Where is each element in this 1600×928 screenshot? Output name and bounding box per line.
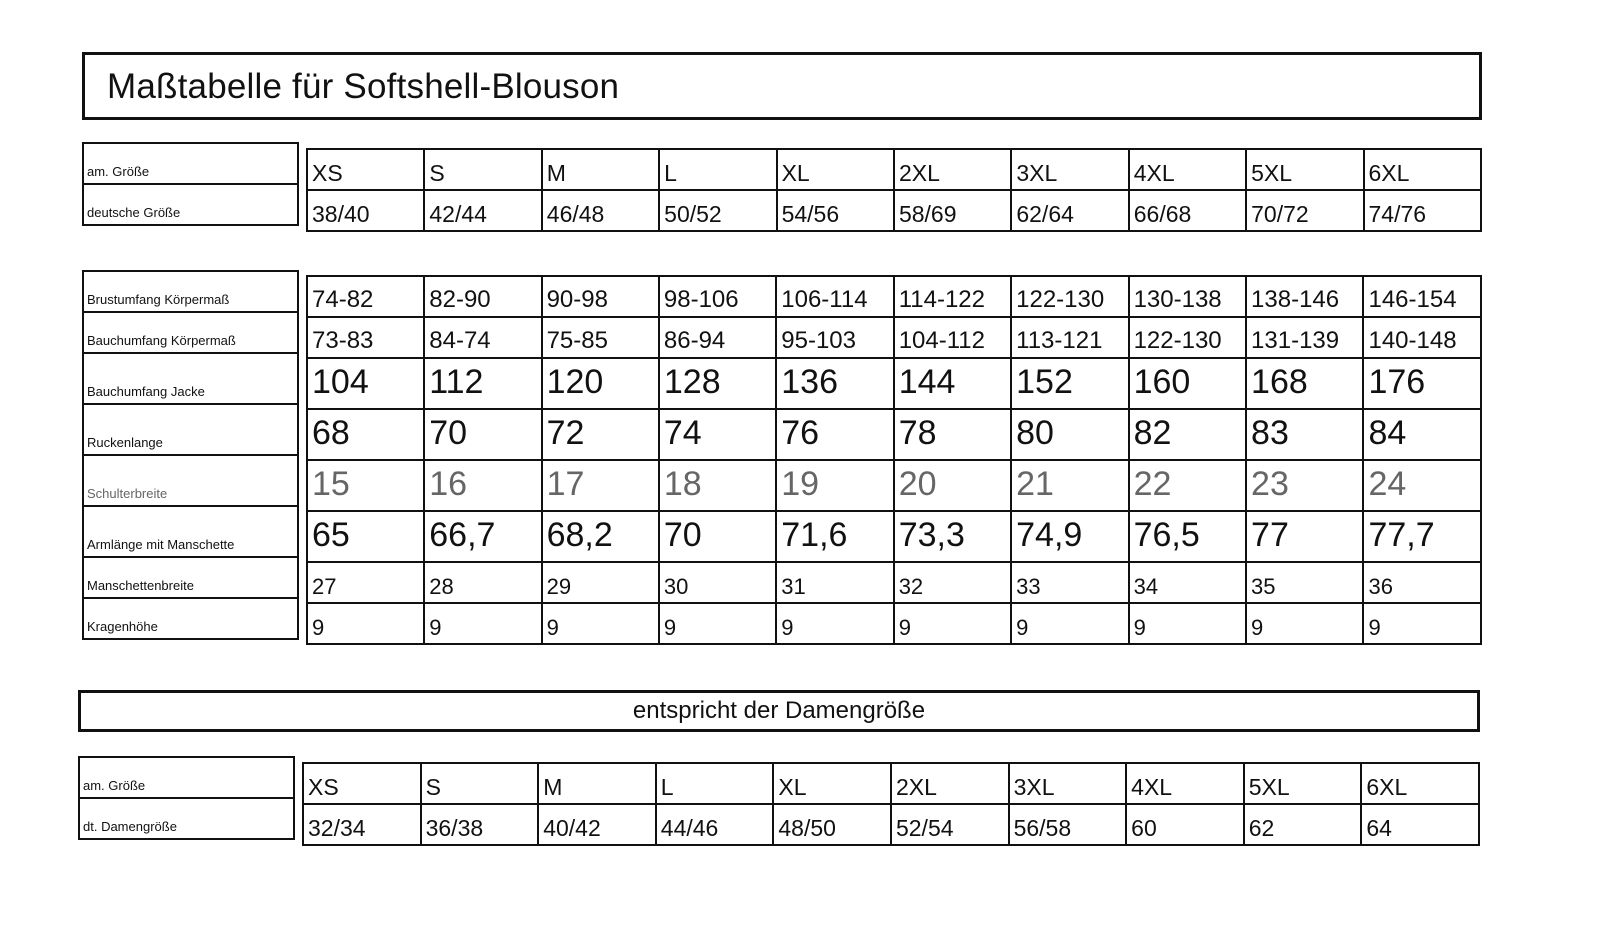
table-row [307,511,1481,562]
table-cell: 6XL [1361,763,1479,804]
table-cell: 29 [542,562,659,603]
table-cell: 52/54 [891,804,1009,845]
table-row [307,460,1481,511]
women-size-banner [78,690,1480,732]
table-cell: 74-82 [307,276,424,317]
table-cell: 38/40 [307,190,424,231]
table-cell: 4XL [1129,149,1246,190]
table-cell: 62/64 [1011,190,1128,231]
table-cell: 2XL [891,763,1009,804]
table-cell: 146-154 [1363,276,1481,317]
table-cell: 114-122 [894,276,1011,317]
table-cell: 65 [307,511,424,562]
table-cell: 62 [1244,804,1362,845]
table-cell: 73-83 [307,317,424,358]
table-row [307,276,1481,317]
page-title: Maßtabelle für Softshell-Blouson [107,67,620,106]
table-cell: 176 [1363,358,1481,409]
table-cell: S [421,763,539,804]
table-cell: 128 [659,358,776,409]
table-cell: 9 [307,603,424,644]
table-cell: 9 [1246,603,1363,644]
table-row [307,358,1481,409]
table-cell: 152 [1011,358,1128,409]
table-cell: 160 [1129,358,1246,409]
table-cell: 9 [424,603,541,644]
table-row [307,149,1481,190]
table-cell: 82 [1129,409,1246,460]
table-cell: L [656,763,774,804]
table-cell: 60 [1126,804,1244,845]
table-cell: 112 [424,358,541,409]
row-label: Manschettenbreite [83,557,298,598]
table-cell: 54/56 [777,190,894,231]
table-row [307,317,1481,358]
table-row [307,190,1481,231]
row-label: Schulterbreite [83,455,298,506]
table-cell: 74/76 [1364,190,1481,231]
table-cell: 66,7 [424,511,541,562]
table-cell: 68,2 [542,511,659,562]
table-cell: 72 [542,409,659,460]
table-cell: 78 [894,409,1011,460]
table-cell: M [542,149,659,190]
table-cell: 33 [1011,562,1128,603]
table-cell: 84 [1363,409,1481,460]
table-cell: 83 [1246,409,1363,460]
table-cell: 95-103 [776,317,893,358]
table-cell: 74,9 [1011,511,1128,562]
table-row [307,603,1481,644]
table-cell: 90-98 [542,276,659,317]
table-cell: 15 [307,460,424,511]
table-cell: 28 [424,562,541,603]
banner-text: entspricht der Damengröße [632,697,926,724]
table-cell: 68 [307,409,424,460]
table-cell: 56/58 [1009,804,1127,845]
table-cell: 24 [1363,460,1481,511]
row-label: Ruckenlange [83,404,298,455]
table-cell: 104 [307,358,424,409]
table-cell: 71,6 [776,511,893,562]
table-cell: 46/48 [542,190,659,231]
table-cell: 30 [659,562,776,603]
table-cell: 9 [776,603,893,644]
table-cell: 113-121 [1011,317,1128,358]
table-cell: M [538,763,656,804]
table-cell: 9 [1011,603,1128,644]
table-cell: 2XL [894,149,1011,190]
row-label: Brustumfang Körpermaß [83,271,298,312]
table-cell: 82-90 [424,276,541,317]
table-cell: 9 [659,603,776,644]
table-row [307,562,1481,603]
table-cell: 34 [1129,562,1246,603]
table-cell: 122-130 [1129,317,1246,358]
table-cell: 75-85 [542,317,659,358]
table-cell: 131-139 [1246,317,1363,358]
table-cell: 40/42 [538,804,656,845]
table-cell: 23 [1246,460,1363,511]
table-cell: 64 [1361,804,1479,845]
table-cell: 84-74 [424,317,541,358]
table-cell: 144 [894,358,1011,409]
table-cell: 16 [424,460,541,511]
table-cell: 136 [776,358,893,409]
table-cell: 22 [1129,460,1246,511]
table-cell: 98-106 [659,276,776,317]
table-cell: 122-130 [1011,276,1128,317]
table-cell: 44/46 [656,804,774,845]
table-cell: 20 [894,460,1011,511]
table-cell: 42/44 [424,190,541,231]
table-cell: 168 [1246,358,1363,409]
table-cell: 32 [894,562,1011,603]
table-cell: 36 [1363,562,1481,603]
table-cell: S [424,149,541,190]
table-cell: 120 [542,358,659,409]
table-cell: 5XL [1244,763,1362,804]
sizes-values-grid [306,148,1482,232]
table-cell: 70/72 [1246,190,1363,231]
table-cell: XS [303,763,421,804]
table-cell: 66/68 [1129,190,1246,231]
table-cell: 6XL [1364,149,1481,190]
table-cell: 4XL [1126,763,1244,804]
table-cell: 70 [424,409,541,460]
table-cell: 58/69 [894,190,1011,231]
women-label-column [78,756,295,840]
table-cell: 76 [776,409,893,460]
table-cell: 76,5 [1129,511,1246,562]
table-cell: XL [773,763,891,804]
row-label: am. Größe [83,143,298,184]
table-cell: 3XL [1011,149,1128,190]
table-cell: 140-148 [1363,317,1481,358]
table-cell: XL [777,149,894,190]
row-label: deutsche Größe [83,184,298,225]
table-cell: 48/50 [773,804,891,845]
table-cell: 106-114 [776,276,893,317]
table-row [303,763,1479,804]
table-cell: XS [307,149,424,190]
measurements-values-grid [306,275,1482,645]
title-box [82,52,1482,120]
measurements-label-column [82,270,299,640]
table-cell: 36/38 [421,804,539,845]
table-cell: 31 [776,562,893,603]
row-label: Bauchumfang Jacke [83,353,298,404]
table-cell: L [659,149,776,190]
table-cell: 9 [894,603,1011,644]
table-cell: 130-138 [1129,276,1246,317]
table-cell: 73,3 [894,511,1011,562]
sizes-label-column [82,142,299,226]
table-cell: 21 [1011,460,1128,511]
women-values-grid [302,762,1480,846]
table-cell: 77 [1246,511,1363,562]
row-label: Kragenhöhe [83,598,298,639]
table-cell: 138-146 [1246,276,1363,317]
table-row [307,409,1481,460]
table-row [303,804,1479,845]
table-cell: 17 [542,460,659,511]
table-cell: 74 [659,409,776,460]
row-label: Bauchumfang Körpermaß [83,312,298,353]
row-label: am. Größe [79,757,294,798]
table-cell: 32/34 [303,804,421,845]
table-cell: 104-112 [894,317,1011,358]
table-cell: 18 [659,460,776,511]
table-cell: 3XL [1009,763,1127,804]
row-label: dt. Damengröße [79,798,294,839]
table-cell: 80 [1011,409,1128,460]
table-cell: 19 [776,460,893,511]
table-cell: 27 [307,562,424,603]
table-cell: 9 [1129,603,1246,644]
table-cell: 5XL [1246,149,1363,190]
table-cell: 9 [542,603,659,644]
table-cell: 50/52 [659,190,776,231]
table-cell: 77,7 [1363,511,1481,562]
table-cell: 9 [1363,603,1481,644]
table-cell: 86-94 [659,317,776,358]
table-cell: 70 [659,511,776,562]
row-label: Armlänge mit Manschette [83,506,298,557]
table-cell: 35 [1246,562,1363,603]
